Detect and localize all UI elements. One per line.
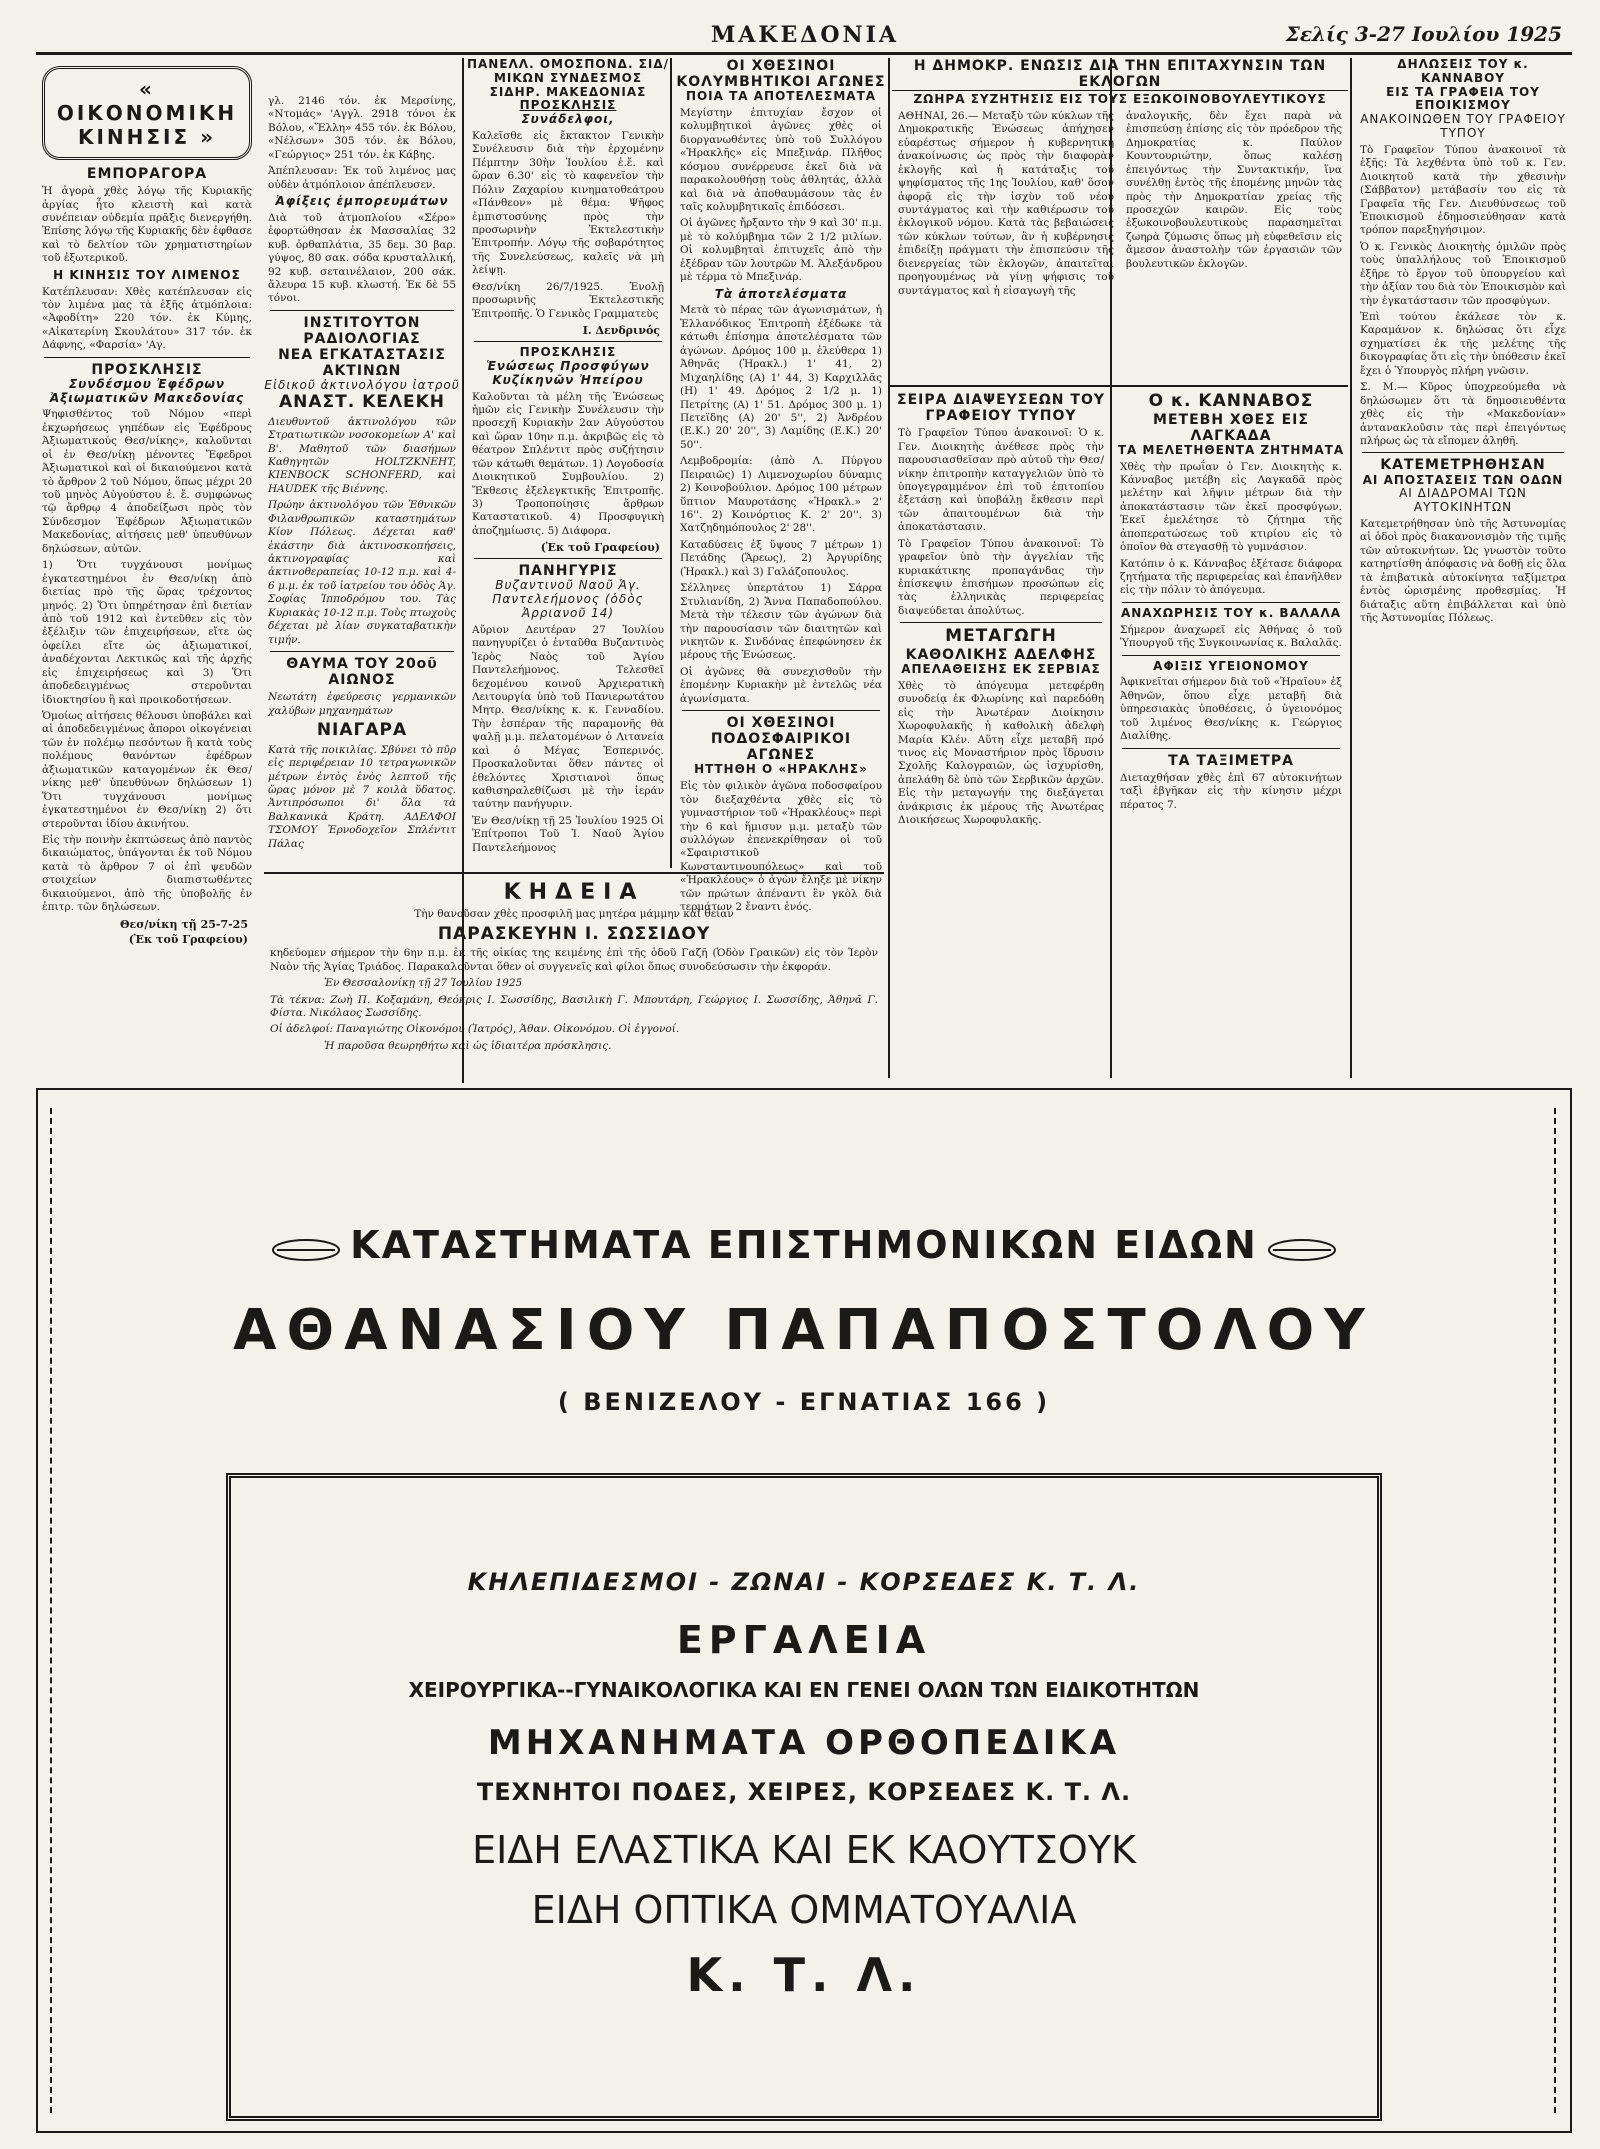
divider: [1122, 748, 1340, 749]
headline: ΠΡΟΣΚΛΗΣΙΣ: [519, 345, 617, 360]
headline: ΠΑΝΗΓΥΡΙΣ: [518, 563, 618, 580]
divider: [890, 385, 1348, 387]
article-text: Ἐν Θεσσαλονίκῃ τῇ 27 Ἰουλίου 1925: [324, 977, 523, 990]
signature: (Ἐκ τοῦ Γραφείου): [540, 541, 660, 555]
article-text: Ἡ ἀγορὰ χθὲς λόγῳ τῆς Κυριακῆς ἀργίας ἦτο κλειστὴ καὶ κατὰ συνέπειαν οὐδεμία πρᾶξις διενεργήθη. Ἐπίσης λόγῳ τῆς Κυριακῆς δὲν ἐφθασε καὶ τὸ δελτίον τῶν χρηματιστηρίων τοῦ ἐξωτερικοῦ.: [42, 185, 252, 265]
article-text: Ψηφισθέντος τοῦ Νόμου «περὶ ἐκχωρήσεως γηπέδων εἰς Ἐφέδρους Ἀξιωματικούς Θεσ/νίκης», καλοῦνται οἱ ἐν Θεσ/νίκῃ μένοντες Ἔφεδροι Ἀξιωματικοὶ καὶ οἱ δικαιούμενοι κατὰ τὸ ἄρθρον 2 τοῦ Νόμου, ὅπως μέχρι 20 τοῦ μηνὸς Αὐγούστου ἐ. ἔ. συμφώνως τῷ ἄρθρῳ 4 ἀποδείξωσι πρὸς τὸν Σύνδεσμον Ἐφέδρων Ἀξιωματικῶν Μακεδονίας, αἰτήσεις μεθ' ὑπευθύνων δηλώσεων, αὐτῶν.: [42, 408, 252, 555]
funeral-title: ΚΗΔΕΙΑ: [503, 880, 645, 905]
subheadline: Εἰδικοῦ ἀκτινολόγου ἰατροῦ: [264, 378, 460, 393]
article-text: Αὔριον Δευτέραν 27 Ἰουλίου πανηγυρίζει ὁ ἐνταῦθα Βυζαντινὸς Ἱερὸς Ναὸς τοῦ Ἁγίου Παντελεήμονος. Τελεσθεῖ δεχομένου κοινοῦ Ἀρχιερατικὴ Λειτουργία ὑπὸ τοῦ Πανιερωτάτου Μητρ. Θεσ/νίκης κ. κ. Γενναδίου. Τὴν ἑσπέραν τῆς παραμονῆς θὰ ψαλῇ μ.μ. πελατομένων ὁ Λιτανεία καὶ ὁ Μέγας Ἑσπερινός. Προσκαλοῦνται ὅθεν πάντες οἱ ἐθελόντες Χριστιανοὶ ὅπως καθισηραλεθίζωσι μὲ τὴν ἱεράν ταύτην πανήγυριν.: [472, 623, 664, 811]
signature: Θεσ/νίκη τῇ 25-7-25: [119, 917, 248, 931]
headline: ΔΗΛΩΣΕΙΣ ΤΟΥ κ. ΚΑΝΝΑΒΟΥ: [1397, 58, 1529, 85]
subheadline: ΑΝΑΚΟΙΝΩΘΕΝ ΤΟΥ ΓΡΑΦΕΙΟΥ ΤΥΠΟΥ: [1360, 112, 1566, 140]
subheadline: ΑΠΕΛΑΘΕΙΣΗΣ ΕΚ ΣΕΡΒΙΑΣ: [901, 661, 1101, 676]
subheadline: ΠΟΙΑ ΤΑ ΑΠΟΤΕΛΕΣΜΑΤΑ: [685, 89, 877, 104]
headline: ΤΑ ΤΑΞΙΜΕΤΡΑ: [1168, 752, 1294, 769]
article-text: Ὁ κ. Γενικὸς Διοικητὴς ὁμιλῶν πρὸς τοὺς ὑπαλλήλους τοῦ Ἐποικισμοῦ ἐξῆρε τὸ ἔργον τοῦ ὑπουργείου καὶ τὴν ἀξίαν του διὰ τὸν Ἐποικισμὸν καὶ τὴν ἐγκατάστασιν τῶν προσφύγων.: [1360, 240, 1566, 307]
article-text: κηδεύομεν σήμερον τὴν 6ην π.μ. ἐκ τῆς οἰκίας της κειμένης ἐπὶ τῆς ὁδοῦ Γαζῆ (Ὁδὸν Γραικῶν) εἰς τὸν Ἱερὸν Ναὸν τῆς Ἁγίας Τριάδος. Παρακαλοῦνται ὅθεν οἱ συγγενεῖς καὶ φίλοι ὅπως συνοδεύσωσιν τὴν ἐκφοράν.: [270, 947, 878, 973]
article-text: Διεταχθήσαν χθὲς ἐπὶ 67 αὐτοκινήτων ταξὶ ἐβγῆκαν εἰς τὴν κίνησιν μέχρι πέρατος 7.: [1120, 771, 1342, 811]
signature: Ι. Δενδρινός: [582, 324, 660, 338]
masthead: [40, 22, 1570, 50]
column-notices: [466, 58, 670, 866]
headline: Ο κ. ΚΑΝΝΑΒΟΣ: [1148, 392, 1314, 411]
economy-banner: « ΟΙΚΟΝΟΜΙΚΗ ΚΙΝΗΣΙΣ »: [42, 66, 252, 160]
headline: ΣΕΙΡΑ ΔΙΑΨΕΥΣΕΩΝ ΤΟΥ ΓΡΑΦΕΙΟΥ ΤΥΠΟΥ: [897, 392, 1105, 425]
headline: ΚΑΘΟΛΙΚΗΣ ΑΔΕΛΦΗΣ: [905, 646, 1097, 663]
article-text: Ὁμοίως αἰτήσεις θέλουσι ὑποβάλει καὶ αἱ ἀποδεδειγμένως ἄποροι οἰκογένειαι τῶν ἐν πολέμῳ πεσόντων ἢ κατὰ τοὺς πολέμους θανόντων ἐφέδρων ἀξιωματικῶν καταγομένων ἐκ Θεσ/νίκης μεθ' ὑπευθύνων δηλώσεων 1) Ὅτι τυγχάνουσι μονίμως ἐγκατεστημένοι ἐν Θεσ/νίκῃ 2) ὅτι στεροῦνται ἰδίου ἀκινήτου.: [42, 710, 252, 830]
headline: ΚΑΤΕΜΕΤΡΗΘΗΣΑΝ: [1380, 457, 1546, 474]
article-text: γλ. 2146 τόν. ἐκ Μερσίνης, «Ντομάς» 'Αγγλ. 2918 τόνοι ἐκ Βόλου, «Ἕλλη» 455 τόν. ἐκ Βόλου, «Νέλσων» 305 τόν. ἐκ Βόλου, «Γεώργιος» 251 τόν. ἐκ Κάβης.: [268, 95, 456, 161]
ad-line-1: ΚΑΤΑΣΤΗΜΑΤΑ ΕΠΙΣΤΗΜΟΝΙΚΩΝ ΕΙΔΩΝ: [350, 1223, 1258, 1267]
article-text: 1) Ὅτι τυγχάνουσι μονίμως ἐγκατεστημένοι ἐν Θεσ/νίκῃ ἀπὸ διετίας πρὸ τῆς ὥρας τρέχοντος μηνός. 2) Ὅτι ὑπηρέτησαν ἐπὶ διετίαν ἀπὸ τοῦ 1912 καὶ ἐντεῦθεν εἰς τὸν ἐξέλιξιν τῶν ἐπιχειρήσεων, εἴτε ὡς ὀφείλει εἴτε ὡς ἀξιωματικοί, ἀναδέχονται Λεκτικῶς καὶ τῆς ἀρχῆς εἰς ἐπιχειρήσεως καὶ 3) Ὅτι ἀποδεδειγμένως στεροῦνται ἰδιοκτησίου ἢ καὶ προικοδοτήσεων.: [42, 559, 252, 706]
article-text: Εἰς τὴν ποινὴν ἐκπτώσεως ἀπὸ παντὸς δικαιώματος, ὑπάγονται ἐκ τοῦ Νόμου κατὰ τὸ ἄρθρον 7 οἱ ἐπὶ ψευδῶν στοιχείων διαπιστωθέντες δικαιούμενοι, ἀπὸ τῆς ὑποβολῆς ἐν ἐπιτρ. τῶν δηλώσεων.: [42, 833, 252, 914]
subheadline: Ἑνώσεως Προσφύγων Κυζίκηνῶν Ἠπείρου: [486, 358, 650, 387]
article-text: Χθὲς τὴν πρωΐαν ὁ Γεν. Διοικητὴς κ. Κάνναβος μετέβη εἰς Λαγκαδᾶ πρὸς μελέτην καὶ λῆψιν μέτρων διὰ τὴν ἀποκατάστασιν τῶν ἐκεῖ προσφύγων. Ἐκεῖ ἐμελέτησε τὸ ζήτημα τῆς ἀποπερατώσεως τοῦ κτιρίου εἰς τὸ ὁποῖον θὰ στεγασθῇ τὸ γυμνάσιον.: [1120, 460, 1342, 554]
article-text: Τὸ Γραφεῖον Τύπου ἀνακοινοῖ: Τὸ γραφεῖον ὑπὸ τὴν ἀγγελίαν τῆς κυριακάτικης προπαγάνδας τὴν ἐπίσκεψιν ἐπισήμων προσώπων εἰς τὰς ἐλληνικὰς περιφερείας διαψεύδεται ἀπολύτως.: [898, 537, 1104, 617]
column-radiology: [262, 58, 462, 866]
divider: [270, 310, 454, 311]
headline: ΠΡΟΣΚΛΗΣΙΣ: [519, 98, 617, 113]
column-economy: [36, 58, 258, 1083]
article-text: Πρώην ἀκτινολόγου τῶν Ἐθνικῶν Φιλανθρωπικῶν καταστημάτων Κίον Πόλεως. Δέχεται καθ' ἑκάστην διὰ ἀκτινοσκοπήσεις, ἀκτινογραφίας καὶ ἀκτινοθεραπείας 10-12 π.μ. καὶ 4-6 μ.μ. ἐκ τοῦ ἰατρείου του ὁδὸς Ἁγ. Σοφίας Ἱπποδρόμου του. Τὰς Κυριακὰς 10-12 π.μ. Τοὺς πτωχοὺς δέχεται μὲ λίαν συγκαταβατικὴν τιμήν.: [268, 499, 456, 646]
article-text: Κατέπλευσαν: Χθὲς κατέπλευσαν εἰς τὸν λιμένα μας τὰ ἑξῆς ἀτμόπλοια: «Ἀφοδίτη» 220 τόν. ἐκ Κύμης, «Αἰκατερίνη Σκουλάτου» 317 τόν. ἐκ Δάφνης, «Φαρσία» 'Αγ.: [42, 285, 252, 352]
ad-line-4: ΚΗΛΕΠΙΔΕΣΜΟΙ - ΖΩΝΑΙ - ΚΟΡΣΕΔΕΣ Κ. Τ. Λ.: [467, 1568, 1141, 1596]
column-statements: [1354, 58, 1572, 1078]
article-text: Διὰ τοῦ ἀτμοπλοίου «Σέρο» ἐφορτώθησαν ἐκ Μασσαλίας 32 κυβ. ὀρθαπλάτια, 35 δεμ. 30 βαρ. γύψος, 80 σακ. σόδα κρυσταλλική, 92 κυβ. σεταινέλαιον, 200 σάκ. ἄλευρα 15 κυβ. κλωστή. Ἐκ δὲ 55 τόνοι.: [268, 211, 456, 305]
article-text: ΑΘΗΝΑΙ, 26.— Μεταξὺ τῶν κύκλων τῆς Δημοκρατικῆς Ἑνώσεως ἀπήχησεν εὐαρέστως σήμερον ἡ κυβερνητικὴ ἀνακοίνωσις ὡς πρὸς τὴν διαφορὰν ἐκλογῆς καὶ ἡ κατάταξις τοῦ ψηφίσματος τῆς 1ης Ἰουλίου, καθ' ὅσον ἀφορᾷ εἰς τὴν ἰσχὺν τοῦ νέου συντάγματος καὶ τὴν καθιέρωσιν τοῦ ἐκλογικοῦ νόμου. Κατὰ τὰς βεβαιώσεις τῶν κύκλων τούτων, ἂν ἡ κυβέρνησις ἐπιδείξῃ πράγματι τὴν ἐπισπεύσιν τῆς διενεργείας τῶν ἐκλογῶν, ἀπαιτεῖται προηγουμένως νὰ γίνῃ ψήφισις τοῦ συντάγματος καὶ ἡ εἰσαγωγὴ τῆς: [898, 109, 1114, 297]
article-text: Οἱ ἀγῶνες θὰ συνεχισθοῦν τὴν ἑπομένην Κυριακὴν μὲ ἐντελῶς νέα ἀγωνίσματα.: [680, 665, 882, 705]
column-politics: [892, 58, 1348, 388]
article-text: Ἀφικνεῖται σήμερον διὰ τοῦ «Ἠραῖου» ἐξ Ἀθηνῶν, ὅπου εἶχε μεταβῆ διὰ ὑπηρεσιακὰς ὑποθέσεις, ὁ ὑγειονόμος τοῦ λιμένος Θεσ/νίκης κ. Γεώργιος Διαλίθης.: [1120, 676, 1342, 743]
article-text: Καλοῦνται τὰ μέλη τῆς Ἑνώσεως ἡμῶν εἰς Γενικὴν Συνέλευσιν τὴν προσεχῆ Κυριακὴν 2αν Αὐγούστου καὶ ὥραν 10ην π.μ. ἀκριβῶς εἰς τὸ θέατρον Σπλέντιτ πρὸς συζήτησιν τῶν κάτωθι θεμάτων. 1) Λογοδοσία Διοικητικοῦ Συμβουλίου. 2) Ἔκθεσις ἐξελεγκτικῆς Ἐπιτροπῆς. 3) Τροποποίησις ἄρθρων Καταστατικοῦ. 4) Προσφυγικὴ ἀποζημίωσις. 5) Διάφορα.: [472, 390, 664, 537]
ad-inner-frame: [226, 1473, 1382, 2121]
headline: ΟΙ ΧΘΕΣΙΝΟΙ ΚΟΛΥΜΒΗΤΙΚΟΙ ΑΓΩΝΕΣ: [676, 58, 886, 91]
funeral-notice: [264, 872, 884, 1084]
divider: [1122, 602, 1340, 603]
article-text: Μετὰ τὸ πέρας τῶν ἀγωνισμάτων, ἡ Ἑλλανόδικος Ἐπιτροπὴ ἐξέδωκε τὰ κάτωθι ἐπίσημα ἀποτελέσματα τῶν ἀγώνων. Δρόμος 100 μ. ἐλεύθερα 1) Ἀθηνᾶς (Ἡρακλ.) 1' 41, 2) Μιχαηλίδης (Α) 1' 44, 3) Καρχιλλᾶς (Η) 1' 49. Δρόμος 2 1/2 μ. 1) Πετρίτης (Α) 1' 51. Δρόμος 300 μ. 1) Πετεϊδης (Α) 20' 5'', 2) Ἀνδρέου (Ε.Κ.) 20' 20'', 3) Λαμίδης (Ε.Κ.) 20' 50''.: [680, 304, 882, 451]
subheadline: Συνάδελφοι,: [521, 112, 615, 127]
advertisement: [36, 1088, 1572, 2133]
article-text: Οἱ ἀδελφοί: Παναγιώτης Οἰκονόμου (Ἰατρός), Ἀθαν. Οἰκονόμου. Οἱ ἐγγονοί.: [270, 1023, 680, 1036]
column-divider: [670, 58, 672, 868]
article-text: Τὸ Γραφεῖον Τύπου ἀνακοινοῖ τὰ ἑξῆς: Τὰ λεχθέντα ὑπὸ τοῦ κ. Γεν. Διοικητοῦ κατὰ τὴν χθεσινὴν (Σάββατον) μετάβασίν του εἰς τὰ Γραφεῖα τῆς Γεν. Διευθύνσεως τοῦ Ἐποικισμοῦ ἐδημοσιεύθησαν κατὰ τρόπον παρεξηγήσιμον.: [1360, 143, 1566, 237]
headline: ΙΝΣΤΙΤΟΥΤΟΝ ΡΑΔΙΟΛΟΓΙΑΣ: [303, 314, 421, 348]
headline: ΑΝΑΧΩΡΗΣΙΣ ΤΟΥ κ. ΒΑΛΑΛΑ: [1120, 605, 1342, 620]
article-text: Σήμερον ἀναχωρεῖ εἰς Ἀθήνας ὁ τοῦ Ὑπουργοῦ τῆς Συγκοινωνίας κ. Βαλαλᾶς.: [1120, 623, 1342, 650]
article-text: Σ. Μ.— Κῦρος ὑποχρεούμεθα νὰ δηλώσωμεν ὅτι τὰ δημοσιευθέντα χθὲς εἰς τὴν «Μακεδονίαν» ἀντανακλοῦσιν τὰς περὶ ἐπειγόντως πλήρως ὡς τὰ εἴπομεν ἀληθῆ.: [1360, 381, 1566, 447]
subheadline: Τὰ ἀποτελέσματα: [714, 286, 848, 301]
article-text: Κατόπιν ὁ κ. Κάνναβος ἐξέτασε διάφορα ζητήματα τῆς περιφερείας καὶ ἐπανῆλθεν εἰς τὴν πόλιν τὸ ἀπόγευμα.: [1120, 557, 1342, 597]
subheadline: Βυζαντινοῦ Ναοῦ Ἁγ. Παντελεήμονος (ὁδὸς Ἀρριανοῦ 14): [492, 578, 644, 620]
subheadline: ΑΙ ΔΙΑΔΡΟΜΑΙ ΤΩΝ ΑΥΤΟΚΙΝΗΤΩΝ: [1399, 486, 1527, 515]
article-text: Τὴν θανοῦσαν χθὲς προσφιλῆ μας μητέρα μάμμην καὶ θείαν: [414, 908, 734, 921]
article-text: Καλεῖσθε εἰς ἔκτακτον Γενικὴν Συνέλευσιν διὰ τὴν ἐρχομένην Πέμπτην 30ὴν Ἰουλίου ἐ.ἔ. καὶ ὥραν 6.30' εἰς τὸ καφενεῖον τὴν Πόλιν Ζαχαρίου κινηματοθεάτρου «Πάνθεον» μὲ θέμα: Ψῆφος ἐμπιστοσύνης πρὸς τὴν προσωρινὴν Ἐκτελεστικὴν Ἐπιτροπήν. Λόγῳ τῆς σοβαρότητος τῆς Συνελεύσεως, καλεῖς νὰ μὴ λείψῃ.: [472, 129, 664, 277]
article-text: Οἱ ἀγῶνες ἤρξαντο τὴν 9 καὶ 30' π.μ. μὲ τὸ κολύμβημα τῶν 2 1/2 μιλίων. Οἱ κολυμβηταὶ ἐπιτυχεῖς ἀπὸ τὴν ἐξέδραν τῶν λουτρῶν Μ. Ἀλεξάνδρου μὲ τέρμα τὸ Μπεξινάρ.: [680, 217, 882, 284]
column-press-office: [892, 392, 1110, 1082]
article-text: Χθὲς τὸ ἀπόγευμα μετεφέρθη συνοδείᾳ ἐκ Φλωρίνης καὶ παρεδόθη εἰς τὴν Ἀνωτέραν Διοίκησιν Χωροφυλακῆς ἡ καθολικὴ ἀδελφὴ Μαρία Κλέν. Αὕτη εἶχε μεταβῆ πρό τινος εἰς Μοναστήριον πρὸς ἵδρυσιν Σχολῆς Καλογραιῶν, ὡς ἰσχυρίσθη, ἀπελάθη δὲ ὑπὸ τῶν Σερβικῶν ἀρχῶν. Εἰς τὴν μεταγωγήν της διεξάγεται ἀνάκρισις ἐκ μέρους τῆς Ἀνωτέρας Διοικήσεως Χωροφυλακῆς.: [898, 679, 1104, 827]
ad-line-7: ΜΗΧΑΝΗΜΑΤΑ ΟΡΘΟΠΕΔΙΚΑ: [487, 1723, 1121, 1763]
headline: ΕΜΠΟΡΑΓΟΡΑ: [86, 166, 208, 182]
column-divider: [888, 58, 890, 1078]
divider: [1122, 655, 1340, 656]
subheadline: ΖΩΗΡΑ ΣΥΖΗΤΗΣΙΣ ΕΙΣ ΤΟΥΣ ΕΞΩΚΟΙΝΟΒΟΥΛΕΥΤΙΚΟΥΣ: [892, 90, 1348, 107]
divider: [474, 341, 662, 342]
column-divider: [1350, 58, 1352, 1078]
article-text: Κατεμετρήθησαν ὑπὸ τῆς Ἀστυνομίας αἱ ὁδοὶ πρὸς διακανονισμὸν τῆς τιμῆς τῶν αὐτοκινήτων. Ὡς γνωστὸν τοῦτο κατηρτίσθη ἀπόφασις νὰ δοθῇ εἰς ὅλα τὰ ἐπιβατικὰ αὐτοκίνητα ταξίμετρα ἐντὸς ὡρισμένης προθεσμίας. Ἡ διάταξις αὕτη ἐπιβάλλεται καὶ ὑπὸ τῆς Ἀστυνομίας Πόλεως.: [1360, 517, 1566, 624]
subheadline: ΗΤΤΗΘΗ Ο «ΗΡΑΚΛΗΣ»: [694, 762, 868, 777]
article-text: Διευθυντοῦ ἀκτινολόγου τῶν Στρατιωτικῶν νοσοκομείων Α' καὶ Β'. Μαθητοῦ τῶν διασήμων Καθηγητῶν HOLTZKNEHT, KIENBOCK SCHONFERD, καὶ HAUDEK τῆς Βιέννης.: [268, 415, 456, 495]
article-text: Λεμβοδρομία: (ἀπὸ Λ. Πύργου Πειραιῶς) 1) Λιμενοχωρίου δύναμις 2) Κοινοβούλιον. Δρόμος 100 μέτρων ὕπτιον Μαυροτάσης «Ἡρακλ.» 2' 16''. 2) Κοινόρτιος Κ. 2' 20''. 3) Χατζηδημόπουλος 2' 28''.: [680, 455, 882, 535]
divider: [474, 558, 662, 559]
article-text: Νεωτάτη ἐφεύρεσις γερμανικῶν χαλύβων μηχανημάτων: [268, 691, 456, 717]
headline: Η ΔΗΜΟΚΡ. ΕΝΩΣΙΣ ΔΙΑ ΤΗΝ ΕΠΙΤΑΧΥΝΣΙΝ ΤΩΝ ΕΚΛΟΓΩΝ: [913, 58, 1327, 91]
headline: ΠΑΝΕΛΛ. ΟΜΟΣΠΟΝΔ. ΣΙΔ/ΜΙΚΩΝ ΣΥΝΔΕΣΜΟΣ ΣΙΔΗΡ. ΜΑΚΕΔΟΝΙΑΣ: [466, 58, 670, 99]
article-text: ἀναλογικῆς, δὲν ἔχει παρὰ νὰ ἐπισπεύσῃ ἐπίσης εἰς τὸν πρόεδρον τῆς Δημοκρατίας κ. Παύλον Κουντουριώτην, ὅπως καλέσῃ ἐπειγόντως τὴν Συντακτικήν, ἵνα συνέλθῃ ἐντὸς τῆς ἑπομένης μηνῶν τὰς πρὸς τὴν Δημοκρατίαν χρείας τῆς προσεχῶν καιρῶν. Εἰς τοὺς ἐξωκοινοβουλευτικοὺς παρασημεῖται ζωηρὰ ζύμωσις ὅπως μὴ εὐφεθεῖσιν εἰς ἄμεσον ἀναστολὴν τῶν ἐργασιῶν τῶν βουλευτικῶν ἐκλογῶν.: [1126, 109, 1342, 270]
ad-line-8: ΤΕΧΝΗΤΟΙ ΠΟΔΕΣ, ΧΕΙΡΕΣ, ΚΟΡΣΕΔΕΣ Κ. Τ. Λ.: [476, 1778, 1132, 1806]
article-text: Ἐπὶ τούτου ἐκάλεσε τὸν κ. Καραμάνον κ. δηλώσας ὅτι εἶχε σχηματίσει ἐκ τῆς μελέτης τῆς δικογραφίας ὅτι εἰς τὴν ὑπόθεσιν ἐκεῖ ἔχει ὁ Ὑπουργὸς πλήρη γνῶσιν.: [1360, 311, 1566, 377]
article-text: Θεσ/νίκη 26/7/1925. Ἐνολῇ προσωρινῆς Ἐκτελεστικῆς Ἐπιτροπῆς. Ὁ Γενικὸς Γραμματεὺς: [472, 280, 664, 320]
product-name: ΝΙΑΓΑΡΑ: [316, 720, 408, 741]
headline: ΝΕΑ ΕΓΚΑΤΑΣΤΑΣΙΣ ΑΚΤΙΝΩΝ: [278, 347, 446, 380]
headline: ΘΑΥΜΑ ΤΟΥ 20οῦ ΑΙΩΝΟΣ: [286, 656, 438, 689]
divider: [1362, 452, 1564, 453]
article-text: Τὰ τέκνα: Ζωὴ Π. Κοξαμάνη, Θεόκρις Ι. Σωσσίδης, Βασιλικὴ Γ. Μπουτάρη, Γεώργιος Ι. Σωσσίδης, Ἀθηνᾶ Γ. Φίστα. Νικόλαος Σωσσίδης.: [270, 993, 878, 1020]
ad-line-3: ( ΒΕΝΙΖΕΛΟΥ - ΕΓΝΑΤΙΑΣ 166 ): [557, 1388, 1051, 1416]
article-text: Εἰς τὸν φιλικὸν ἀγῶνα ποδοσφαίρου τὸν διεξαχθέντα χθὲς εἰς τὸ γυμναστήριον τοῦ «Ἡρακλέους» περὶ τὴν 6 καὶ ἥμισυν μ.μ. μεταξὺ τῶν συλλόγων ἐπενεκρίθησαν οἱ τοῦ «Σφαιριστικοῦ Κωνσταντινουπόλεως» καὶ τοῦ «Ἡρακλέους» ὁ ἀγὼν ἔληξε μὲ νίκην τῶν πρώτων ἀπέναντι ἓν γκὸλ διὰ τερμάτων 2 ἔναντι ἑνός.: [680, 780, 882, 914]
divider: [44, 357, 250, 358]
article-text: Μεγίστην ἐπιτυχίαν ἔσχον οἱ κολυμβητικοὶ ἀγῶνες χθὲς οἱ διοργανωθέντες ὑπὸ τοῦ Συλλόγου «Ἡρακλῆς» εἰς Μπεξινάρ. Πλῆθος κόσμου συνέρρευσε ἐκεῖ διὰ νὰ παρακολουθήσῃ τοὺς ἀθλητάς, ἀλλὰ καὶ διὰ νὰ ἀποθαυμάσουν τὰς ἐν ταῖς κολυμβητικαῖς ἐπιδόσεσι.: [680, 106, 882, 214]
deceased-name: ΠΑΡΑΣΚΕΥΗΝ Ι. ΣΩΣΣΙΔΟΥ: [437, 923, 711, 944]
headline: ΜΕΤΕΒΗ ΧΘΕΣ ΕΙΣ ΛΑΓΚΑΔΑ: [1153, 411, 1309, 444]
headline: Η ΚΙΝΗΣΙΣ ΤΟΥ ΛΙΜΕΝΟΣ: [53, 267, 241, 282]
article-text: Ἐν Θεσ/νίκῃ τῇ 25 Ἰουλίου 1925 Οἱ Ἐπίτροποι Τοῦ Ἱ. Ναοῦ Ἁγίου Παντελεήμονος: [472, 814, 664, 854]
divider: [900, 622, 1102, 623]
column-kannavos: [1114, 392, 1348, 1082]
subheadline: ΕΙΣ ΤΑ ΓΡΑΦΕΙΑ ΤΟΥ ΕΠΟΙΚΙΣΜΟΥ: [1386, 84, 1540, 113]
headline: Ἀφίξεις ἐμπορευμάτων: [275, 194, 449, 209]
headline: ΜΕΤΑΓΩΓΗ: [945, 626, 1057, 647]
ad-line-11: Κ. Τ. Λ.: [686, 1948, 922, 2002]
subheadline: Συνδέσμου Ἐφέδρων Ἀξιωματικῶν Μακεδονίας: [49, 376, 245, 405]
headline: ΑΦΙΞΙΣ ΥΓΕΙΟΝΟΜΟΥ: [1153, 658, 1309, 673]
ad-line-10: ΕΙΔΗ ΟΠΤΙΚΑ ΟΜΜΑΤΟΥΑΛΙΑ: [531, 1888, 1077, 1932]
signature: (Ἐκ τοῦ Γραφείου): [128, 932, 248, 946]
ad-line-6: ΧΕΙΡΟΥΡΓΙΚΑ--ΓΥΝΑΙΚΟΛΟΓΙΚΑ ΚΑΙ ΕΝ ΓΕΝΕΙ ΟΛΩΝ ΤΩΝ ΕΙΔΙΚΟΤΗΤΩΝ: [408, 1678, 1200, 1702]
newspaper-name: ΜΑΚΕΔΟΝΙΑ: [710, 22, 899, 48]
article-text: Καταδύσεις ἐξ ὕψους 7 μέτρων 1) Πετάδης (Ἄρεως), 2) Ἀργυρίδης (Ἡρακλ.) καὶ 3) Γαλάζοπουλος.: [680, 538, 882, 578]
divider: [682, 710, 880, 711]
ad-line-9: ΕΙΔΗ ΕΛΑΣΤΙΚΑ ΚΑΙ ΕΚ ΚΑΟΥΤΣΟΥΚ: [472, 1828, 1136, 1872]
article-text: Σέλληνες ὑπερτάτου 1) Σάρρα Στυλιανίδη, 2) Ἄννα Παπαδοπούλου. Μετὰ τὴν τέλεσιν τῶν ἀγώνων διὰ τὴν παρουσίασιν τῶν διαιτητῶν καὶ νικητῶν κ. Σινδόνας ἐπεφώνησεν ἐκ μέρους τῆς Ἑνώσεως.: [680, 582, 882, 662]
subheadline: ΤΑ ΜΕΛΕΤΗΘΕΝΤΑ ΖΗΤΗΜΑΤΑ: [1117, 442, 1345, 457]
masthead-rule: [36, 52, 1572, 55]
article-text: Ἡ παροῦσα θεωρηθήτω καὶ ὡς ἰδιαιτέρα πρόσκλησις.: [324, 1039, 612, 1052]
ad-line-2: ΑΘΑΝΑΣΙΟΥ ΠΑΠΑΠΟΣΤΟΛΟΥ: [233, 1298, 1375, 1363]
article-text: Κατὰ τῆς ποικιλίας. Σβύνει τὸ πῦρ εἰς περιφέρειαν 10 τετραγωνικῶν μέτρων ἐντὸς ἑνὸς λεπτοῦ τῆς ὥρας μόνον μὲ 7 κοιλὰ ὕδατος. Ἀντιπρόσωποι δι' ὅλα τὰ Βαλκανικὰ Κράτη. ΑΔΕΛΦΟΙ ΤΣΟΜΟΥ Ἐρνοδοχεῖον Σπλέντιτ Πάλας: [268, 743, 456, 850]
article-text: Ἀπέπλευσαν: Ἐκ τοῦ λιμένος μας οὐδὲν ἀτμόπλοιον ἀπέπλευσεν.: [268, 165, 456, 191]
divider: [270, 651, 454, 652]
doctor-name: ΑΝΑΣΤ. ΚΕΛΕΚΗ: [278, 392, 446, 413]
page-date: Σελίς 3-27 Ιουλίου 1925: [1285, 22, 1562, 46]
ad-line-5: ΕΡΓΑΛΕΙΑ: [676, 1618, 932, 1662]
article-text: Τὸ Γραφεῖον Τύπου ἀνακοινοῖ: Ὁ κ. Γεν. Διοικητὴς ἀνέθεσε πρὸς τὴν παρουσιασθεῖσαν πρὸ αὐτοῦ τὴν Θεσ/νίκην ἐπιτροπὴν καταγγελιῶν ὑπὸ τὸ ὑπογεγραμμένον ἐπὶ τοῦ ἐπιτοπίου ἐξετάσῃ καὶ ὑποβάλῃ ἔκθεσιν περὶ τῶν ἀπαιτουμένων διὰ τὴν ἀποκατάστασιν.: [898, 427, 1104, 534]
headline: ΠΡΟΣΚΛΗΣΙΣ: [91, 361, 203, 378]
subheadline: ΑΙ ΑΠΟΣΤΑΣΕΙΣ ΤΩΝ ΟΔΩΝ: [1362, 472, 1564, 487]
headline: ΟΙ ΧΘΕΣΙΝΟΙ ΠΟΔΟΣΦΑΙΡΙΚΟΙ ΑΓΩΝΕΣ: [710, 715, 852, 764]
